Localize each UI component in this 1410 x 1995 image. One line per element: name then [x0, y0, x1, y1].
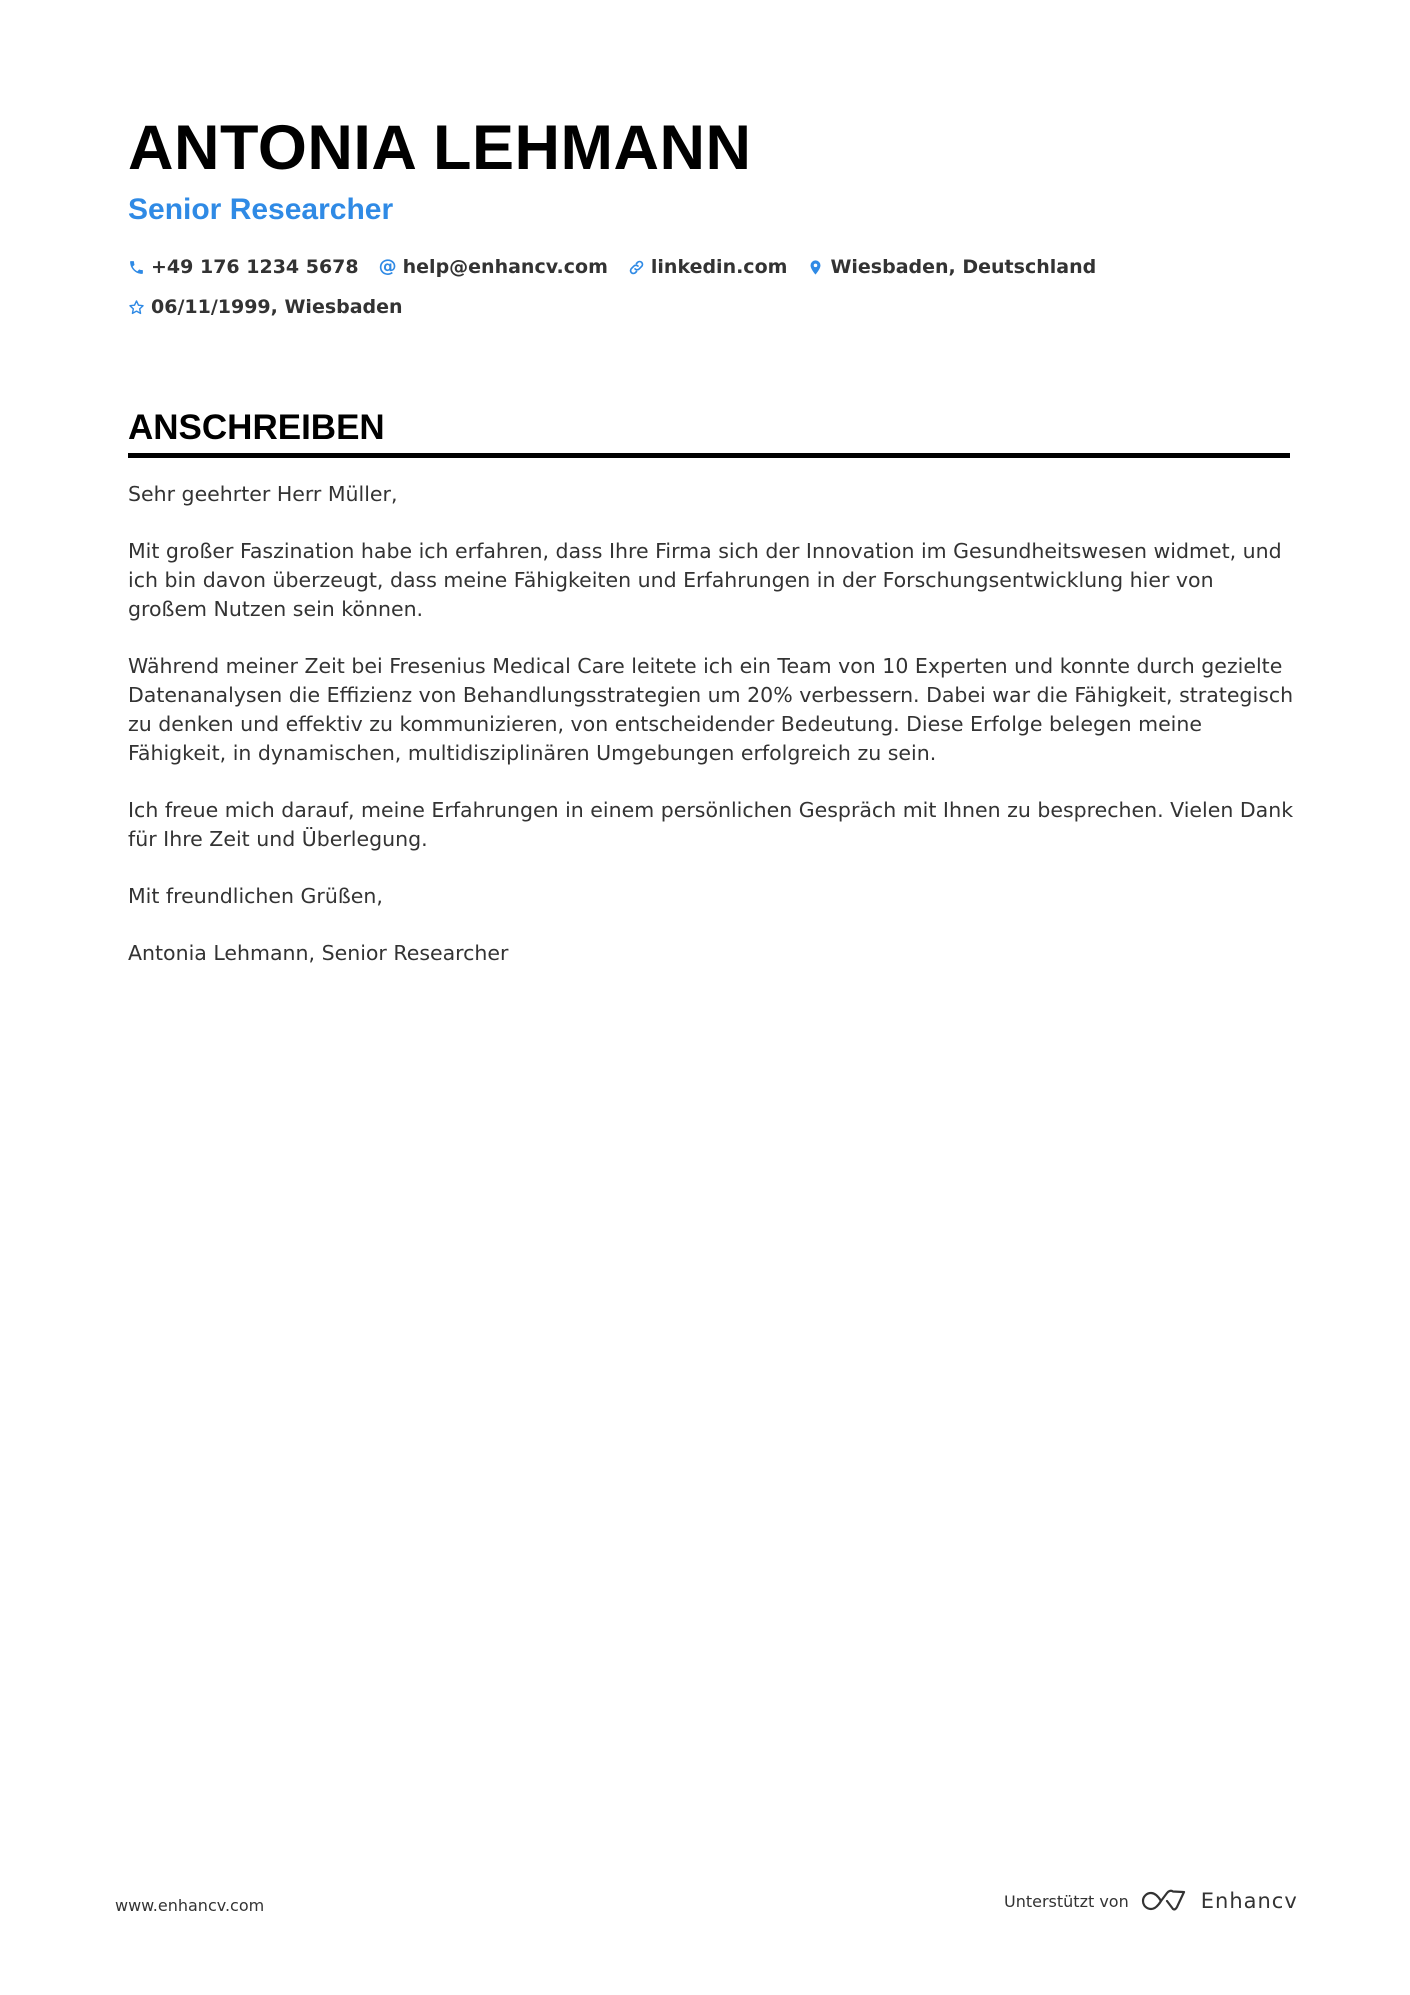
at-icon: @	[378, 256, 397, 277]
brand-name: Enhancv	[1200, 1889, 1298, 1913]
letter-paragraph: Mit großer Faszination habe ich erfahren, dass Ihre Firma sich der Innovation im Gesundheitswesen widmet, und ich bin davon überzeugt, dass meine Fähigkeiten und Erfahrungen in der Forschungsentwicklung hier von großem Nutzen sein können.	[128, 539, 1282, 621]
footer-powered-by[interactable]	[1004, 1888, 1298, 1914]
enhancv-logo-icon	[1141, 1888, 1189, 1914]
powered-by-label: Unterstützt von	[1004, 1891, 1129, 1911]
contact-email[interactable]	[379, 254, 608, 280]
contact-linkedin-text: linkedin.com	[650, 256, 788, 278]
letter-paragraph: Ich freue mich darauf, meine Erfahrungen in einem persönlichen Gespräch mit Ihnen zu besprechen. Vielen Dank für Ihre Zeit und Überlegung.	[128, 798, 1294, 851]
phone-icon	[128, 259, 145, 276]
letter-closing: Mit freundlichen Grüßen,	[128, 884, 383, 908]
link-icon	[628, 259, 645, 276]
letter-salutation: Sehr geehrter Herr Müller,	[128, 482, 398, 506]
letter-body	[128, 480, 1298, 996]
contact-location-text: Wiesbaden, Deutschland	[830, 256, 1097, 278]
candidate-title: Senior Researcher	[128, 193, 394, 226]
contact-linkedin[interactable]	[628, 254, 788, 280]
candidate-name: ANTONIA LEHMANN	[128, 113, 752, 183]
letter-paragraph: Während meiner Zeit bei Fresenius Medical Care leitete ich ein Team von 10 Experten und konnte durch gezielte Datenanalysen die Effizienz von Behandlungsstrategien um 20% verbessern. Dabei war die Fähigkeit, strategisch zu denken und effektiv zu kommunizieren, von entscheidender Bedeutung. Diese Erfolge belegen meine Fähigkeit, in dynamischen, multidisziplinären Umgebungen erfolgreich zu sein.	[128, 654, 1294, 765]
contact-email-text: help@enhancv.com	[402, 256, 608, 278]
location-pin-icon	[807, 259, 824, 276]
section-title: ANSCHREIBEN	[128, 405, 1290, 458]
contact-row	[128, 294, 423, 320]
star-icon	[128, 299, 145, 316]
contact-location	[807, 254, 1096, 280]
contact-birth-text: 06/11/1999, Wiesbaden	[151, 296, 403, 318]
letter-signature: Antonia Lehmann, Senior Researcher	[128, 941, 509, 965]
contact-phone[interactable]	[128, 254, 359, 280]
contact-row	[128, 254, 1116, 280]
footer-url[interactable]: www.enhancv.com	[115, 1896, 265, 1915]
contact-birth	[128, 294, 403, 320]
contact-phone-text: +49 176 1234 5678	[151, 256, 359, 278]
